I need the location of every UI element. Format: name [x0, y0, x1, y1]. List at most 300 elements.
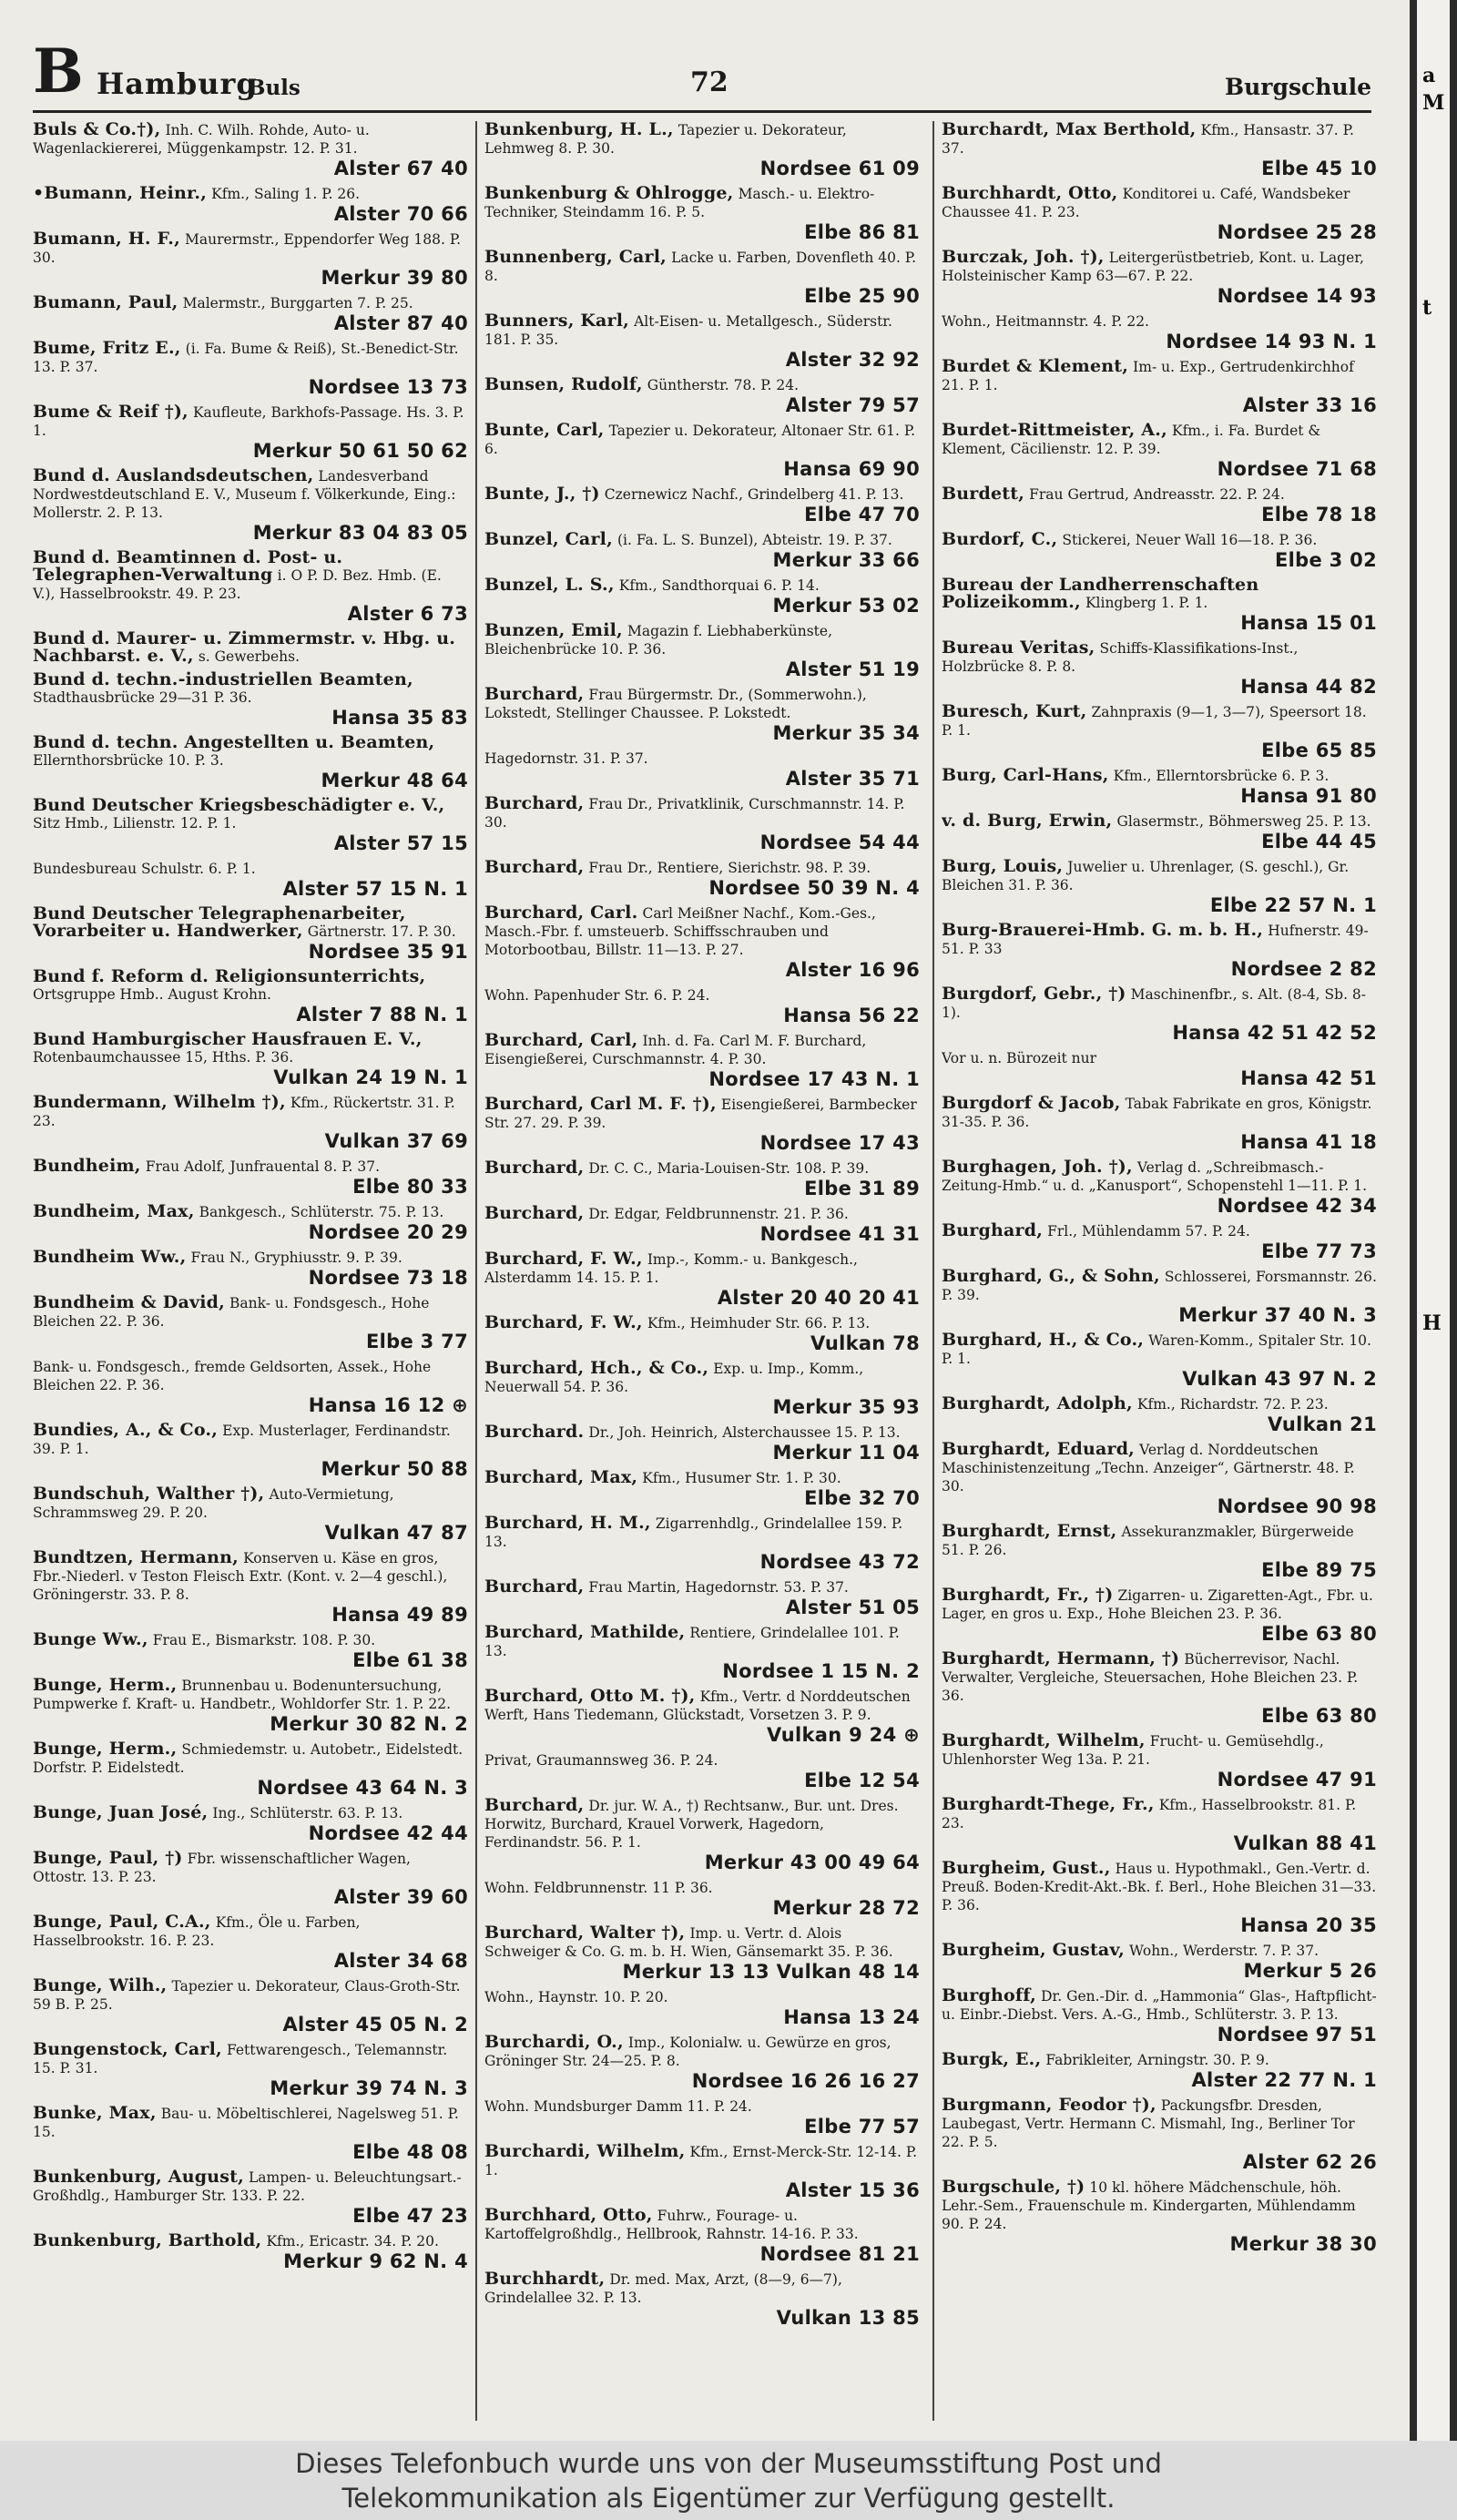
entry-details: Carl Meißner Nachf., Kom.-Ges., Masch.-Fbr. f. umsteuerb. Schiffsschrauben und Motorbootbau, Billstr. 11—13. P. 27.: [484, 905, 876, 958]
directory-column-2: [484, 121, 920, 2425]
directory-entry: [484, 485, 920, 525]
entry-name: Bunge Ww.,: [33, 1629, 148, 1649]
entry-details: Haus u. Hypothmakl., Gen.-Vertr. d. Preuß. Boden-Kredit-Akt.-Bk. f. Berl., Hohe Bleichen 31—33. P. 36.: [942, 1861, 1377, 1913]
entry-name: Burdet & Klement,: [942, 356, 1129, 376]
entry-details: Konserven u. Käse en gros, Fbr.-Niederl. v Teston Fleisch Extr. (Kont. v. 2—4 geschl.), Gröningerstr. 33. P. 8.: [33, 1550, 448, 1603]
directory-entry: [484, 1205, 920, 1245]
directory-entry: [33, 1850, 468, 1908]
entry-details: Ing., Schlüterstr. 63. P. 13.: [212, 1805, 403, 1821]
directory-entry: [484, 422, 920, 480]
entry-name: Burchhardt,: [484, 2269, 606, 2289]
directory-entry: [942, 1441, 1377, 1517]
entry-name: Bume, Fritz E.,: [33, 338, 181, 358]
entry-phone: Elbe 3 77: [366, 1331, 468, 1352]
entry-phone: Merkur 53 02: [772, 595, 920, 617]
entry-phone: Hansa 42 51: [1240, 1067, 1377, 1089]
entry-name: Bund d. Maurer- u. Zimmermstr. v. Hbg. u. Nachbarst. e. V.,: [33, 628, 456, 666]
entry-details: Kfm., Ernst-Merck-Str. 12-14. P. 1.: [484, 2144, 918, 2178]
entry-phone: Nordsee 97 51: [1217, 2024, 1377, 2046]
directory-entry: [33, 549, 468, 625]
directory-entry: [33, 1677, 468, 1735]
entry-phone: Alster 51 05: [785, 1597, 920, 1618]
entry-details: Lampen- u. Beleuchtungsart.-Großhdlg., Hamburger Str. 133. P. 22.: [33, 2169, 462, 2204]
entry-details: Wohn. Feldbrunnenstr. 11 P. 36.: [484, 1880, 713, 1896]
footer-notice: [0, 2441, 1457, 2520]
directory-entry: [33, 1485, 468, 1544]
directory-entry: [942, 1987, 1377, 2046]
entry-phone: Alster 51 19: [785, 658, 920, 680]
entry-name: Bunzel, L. S.,: [484, 575, 615, 595]
entry-phone: Alster 79 57: [785, 394, 920, 416]
entry-phone: Vulkan 88 41: [1233, 1832, 1377, 1854]
directory-entry: [484, 1423, 920, 1464]
entry-name: Burchhardt, Otto,: [942, 183, 1118, 203]
directory-entry: [33, 185, 468, 225]
entry-name: Burchard,: [484, 1158, 585, 1178]
entry-name: Bundschuh, Walther †),: [33, 1484, 265, 1504]
entry-name: Bunkenburg & Ohlrogge,: [484, 183, 734, 203]
directory-entry: [942, 2097, 1377, 2173]
directory-entry: [33, 1031, 468, 1088]
entry-name: Burgmann, Feodor †),: [942, 2095, 1156, 2115]
entry-phone: Hansa 13 24: [783, 2006, 920, 2028]
entry-details: Dr. Edgar, Feldbrunnenstr. 21. P. 36.: [588, 1206, 849, 1222]
entry-phone: Merkur 37 40 N. 3: [1178, 1304, 1377, 1326]
entry-details: Imp., Kolonialw. u. Gewürze en gros, Gröninger Str. 24—25. P. 8.: [484, 2035, 892, 2069]
entry-name: Burdorf, C.,: [942, 529, 1058, 549]
directory-entry: [484, 1314, 920, 1354]
entry-phone: Alster 33 16: [1242, 394, 1377, 416]
entry-details: Exp. u. Imp., Komm., Neuerwall 54. P. 36.: [484, 1361, 864, 1395]
entry-phone: Alster 16 96: [785, 959, 920, 981]
entry-name: Burdet-Rittmeister, A.,: [942, 420, 1167, 440]
directory-entry: [484, 2270, 920, 2329]
entry-phone: Merkur 38 30: [1229, 2233, 1377, 2255]
entry-phone: Nordsee 13 73: [308, 376, 468, 398]
entry-name: Bund f. Reform d. Religionsunterrichts,: [33, 966, 426, 986]
entry-details: Packungsfbr. Dresden, Laubegast, Vertr. Hermann C. Mismahl, Ing., Berliner Tor 22. P. 5.: [942, 2097, 1355, 2150]
entry-details: Landesverband Nordwestdeutschland E. V., Museum f. Völkerkunde, Eing.: Mollerstr. 2. P. 13.: [33, 468, 456, 521]
directory-entry: [942, 1650, 1377, 1727]
directory-entry: [942, 922, 1377, 980]
entry-details: Eisengießerei, Barmbecker Str. 27. 29. P. 39.: [484, 1097, 917, 1131]
directory-entry: [484, 904, 920, 981]
entry-details: Auto-Vermietung, Schrammsweg 29. P. 20.: [33, 1486, 394, 1521]
entry-phone: Alster 7 88 N. 1: [296, 1004, 468, 1025]
entry-name: Bunge, Herm.,: [33, 1739, 178, 1759]
entry-phone: Merkur 50 61 50 62: [252, 440, 468, 462]
entry-phone: Merkur 13 13 Vulkan 48 14: [622, 1961, 920, 1983]
directory-entry: [484, 249, 920, 307]
directory-entry: [33, 1422, 468, 1480]
entry-phone: Alster 70 66: [333, 203, 468, 225]
entry-details: Dr. med. Max, Arzt, (8—9, 6—7), Grindelallee 32. P. 13.: [484, 2271, 842, 2306]
entry-phone: Hansa 20 35: [1240, 1914, 1377, 1936]
entry-phone: Alster 57 15: [333, 832, 468, 854]
entry-phone: Nordsee 14 93 N. 1: [1166, 331, 1377, 352]
entry-name: Bunners, Karl,: [484, 311, 629, 331]
directory-entry: [484, 1250, 920, 1309]
directory-entry: [942, 121, 1377, 179]
entry-details: Brunnenbau u. Bodenuntersuchung, Pumpwerke f. Kraft- u. Handbetr., Wohldorfer Str. 1. P. 22.: [33, 1678, 452, 1712]
entry-name: Burghagen, Joh. †),: [942, 1157, 1133, 1177]
entry-details: Frau Adolf, Junfrauental 8. P. 37.: [145, 1158, 381, 1175]
entry-details: Kfm., Sandthorquai 6. P. 14.: [618, 577, 820, 594]
entry-details: Waren-Komm., Spitaler Str. 10. P. 1.: [942, 1332, 1371, 1367]
directory-entry: [942, 312, 1377, 352]
entry-name: Burghardt, Fr., †): [942, 1585, 1114, 1605]
directory-entry: [484, 2097, 920, 2137]
entry-details: Privat, Graumannsweg 36. P. 24.: [484, 1752, 718, 1769]
entry-name: Burchard,: [484, 684, 585, 704]
entry-name: Burchard, Hch., & Co.,: [484, 1358, 709, 1378]
directory-entry: [484, 376, 920, 416]
entry-details: Vor u. n. Bürozeit nur: [942, 1050, 1097, 1066]
entry-name: Bunzel, Carl,: [484, 529, 613, 549]
entry-name: Burghardt, Ernst,: [942, 1521, 1117, 1541]
entry-phone: Vulkan 13 85: [776, 2307, 920, 2329]
entry-name: Burdett,: [942, 484, 1025, 504]
entry-name: Burchard,: [484, 793, 585, 813]
entry-name: Burgdorf & Jacob,: [942, 1093, 1121, 1113]
entry-details: Imp.-, Komm.- u. Bankgesch., Alsterdamm 14. 15. P. 1.: [484, 1251, 858, 1286]
entry-name: Burchard,: [484, 1795, 585, 1815]
entry-name: Burchard, Otto M. †),: [484, 1686, 696, 1706]
directory-entry: [942, 358, 1377, 416]
directory-entry: [942, 639, 1377, 698]
entry-name: Burg, Carl-Hans,: [942, 765, 1109, 785]
directory-entry: [942, 185, 1377, 243]
directory-entry: [484, 622, 920, 680]
entry-name: Burghoff,: [942, 1985, 1036, 2005]
entry-phone: Vulkan 43 97 N. 2: [1182, 1368, 1377, 1390]
entry-details: (i. Fa. Bume & Reiß), St.-Benedict-Str. 13. P. 37.: [33, 341, 459, 375]
directory-entry: [484, 1578, 920, 1618]
entry-name: Bunzen, Emil,: [484, 620, 623, 640]
entry-details: Hufnerstr. 49-51. P. 33: [942, 923, 1369, 957]
directory-entry: [484, 185, 920, 243]
entry-name: Burchhard, Otto,: [484, 2205, 653, 2225]
entry-phone: Elbe 48 08: [352, 2141, 468, 2163]
entry-phone: Vulkan 24 19 N. 1: [273, 1066, 468, 1088]
entry-phone: Elbe 80 33: [352, 1176, 468, 1198]
directory-entry: [942, 1331, 1377, 1390]
directory-entry: [942, 422, 1377, 480]
entry-phone: Nordsee 41 31: [759, 1223, 920, 1245]
directory-entry: [484, 686, 920, 744]
entry-phone: Nordsee 81 21: [759, 2243, 920, 2265]
entry-details: Dr., Joh. Heinrich, Alsterchaussee 15. P. 13.: [588, 1424, 901, 1441]
entry-phone: Nordsee 42 44: [308, 1822, 468, 1844]
entry-phone: Nordsee 73 18: [308, 1267, 468, 1289]
entry-phone: Alster 34 68: [333, 1950, 468, 1972]
directory-entry: [33, 1158, 468, 1198]
entry-phone: Merkur 9 62 N. 4: [283, 2250, 468, 2272]
directory-entry: [33, 467, 468, 544]
entry-phone: Elbe 12 54: [804, 1770, 920, 1791]
entry-details: Verlag d. „Schreibmasch.-Zeitung-Hmb.“ u. d. „Kanusport“, Schopenstehl 1—11. P. 1.: [942, 1159, 1368, 1194]
entry-details: Fuhrw., Fourage- u. Kartoffelgroßhdlg., Hellbrook, Rahnstr. 14-16. P. 33.: [484, 2208, 859, 2242]
entry-phone: Merkur 39 80: [321, 267, 468, 289]
directory-entry: [33, 860, 468, 900]
entry-name: Bund Deutscher Kriegsbeschädigter e. V.,: [33, 795, 445, 815]
entry-details: Kfm., Husumer Str. 1. P. 30.: [642, 1470, 841, 1486]
page-header: [33, 36, 1371, 107]
directory-entry: [33, 2168, 468, 2227]
directory-entry: [33, 1913, 468, 1972]
entry-phone: Merkur 43 00 49 64: [704, 1852, 920, 1873]
directory-entry: [33, 2232, 468, 2272]
entry-details: Frau Dr., Rentiere, Sierichstr. 98. P. 39.: [588, 860, 871, 876]
directory-column-1: [33, 121, 468, 2425]
entry-details: Frau Martin, Hagedornstr. 53. P. 37.: [588, 1579, 849, 1596]
entry-details: Verlag d. Norddeutschen Maschinistenzeitung „Techn. Anzeiger“, Gärtnerstr. 48. P. 30.: [942, 1442, 1355, 1495]
entry-phone: Hansa 69 90: [783, 458, 920, 480]
entry-name: Burchard, Walter †),: [484, 1923, 686, 1943]
entry-name: Burchard, Carl M. F. †),: [484, 1094, 717, 1114]
edge-letter: M: [1422, 91, 1445, 115]
entry-details: s. Gewerbehs.: [198, 648, 301, 665]
entry-details: Tapezier u. Dekorateur, Altonaer Str. 61. P. 6.: [484, 423, 916, 457]
entry-name: Burgheim, Gust.,: [942, 1858, 1111, 1878]
entry-phone: Nordsee 42 34: [1217, 1195, 1377, 1217]
entry-details: Bank- u. Fondsgesch., Hohe Bleichen 22. P. 36.: [33, 1295, 430, 1330]
directory-entry: [33, 630, 468, 666]
entry-name: Burchard,: [484, 857, 585, 877]
entry-name: Bundies, A., & Co.,: [33, 1420, 219, 1440]
entry-name: Bund d. techn. Angestellten u. Beamten,: [33, 732, 435, 752]
entry-details: Imp. u. Vertr. d. Alois Schweiger & Co. G. m. b. H. Wien, Gänsemarkt 35. P. 36.: [484, 1925, 893, 1960]
edge-letter: t: [1422, 296, 1432, 320]
entry-details: Bücherrevisor, Nachl. Verwalter, Vergleiche, Steuersachen, Hohe Bleichen 23. P. 36.: [942, 1651, 1359, 1704]
entry-details: Im- u. Exp., Gertrudenkirchhof 21. P. 1.: [942, 359, 1354, 393]
entry-phone: Alster 39 60: [333, 1886, 468, 1908]
entry-name: Bureau Veritas,: [942, 638, 1095, 658]
entry-details: Kfm., i. Fa. Burdet & Klement, Cäcilienstr. 12. P. 39.: [942, 423, 1321, 457]
entry-name: Bunte, Carl,: [484, 420, 605, 440]
entry-name: Bunkenburg, August,: [33, 2167, 244, 2187]
entry-name: Bunge, Paul, †): [33, 1848, 183, 1868]
entry-details: Zigarrenhdlg., Grindelallee 159. P. 13.: [484, 1515, 903, 1550]
directory-entry: [33, 2105, 468, 2163]
entry-phone: Nordsee 1 15 N. 2: [722, 1660, 920, 1682]
entry-name: Bund Deutscher Telegraphenarbeiter, Vorarbeiter u. Handwerker,: [33, 903, 406, 941]
entry-phone: Alster 45 05 N. 2: [282, 2014, 468, 2035]
entry-name: Burchardi, O.,: [484, 2032, 624, 2052]
entry-name: Bunge, Wilh.,: [33, 1975, 168, 1995]
directory-entry: [484, 1688, 920, 1746]
section-letter: B: [33, 36, 84, 107]
entry-phone: Alster 57 15 N. 1: [282, 878, 468, 900]
entry-phone: Vulkan 9 24 ⊕: [766, 1724, 920, 1746]
entry-name: Buls & Co.†),: [33, 121, 161, 139]
next-page-edge: [1410, 0, 1457, 2441]
entry-name: Bund Hamburgischer Hausfrauen E. V.,: [33, 1029, 423, 1049]
entry-name: Burchard, Max,: [484, 1467, 638, 1487]
directory-entry: [484, 1879, 920, 1919]
directory-entry: [942, 2178, 1377, 2255]
directory-entry: [33, 1977, 468, 2035]
entry-name: Bunge, Juan José,: [33, 1802, 209, 1822]
entry-details: Güntherstr. 78. P. 24.: [647, 377, 800, 393]
entry-phone: Merkur 35 34: [772, 722, 920, 744]
entry-phone: Elbe 77 57: [804, 2116, 920, 2137]
directory-entry: [942, 531, 1377, 571]
entry-phone: Nordsee 20 29: [308, 1221, 468, 1243]
directory-entry: [942, 858, 1377, 916]
directory-entry: [484, 2143, 920, 2201]
directory-entry: [942, 1860, 1377, 1936]
entry-name: v. d. Burg, Erwin,: [942, 811, 1113, 831]
entry-phone: Elbe 32 70: [804, 1487, 920, 1509]
entry-details: Kfm., Richardstr. 72. P. 23.: [1136, 1396, 1329, 1413]
directory-entry: [942, 1158, 1377, 1217]
entry-name: Burchard, F. W.,: [484, 1249, 643, 1269]
entry-details: Maschinenfbr., s. Alt. (8-4, Sb. 8-1).: [942, 986, 1367, 1021]
directory-entry: [484, 986, 920, 1026]
header-divider: [33, 110, 1371, 113]
entry-phone: Hansa 56 22: [783, 1005, 920, 1026]
entry-details: Frl., Mühlendamm 57. P. 24.: [1047, 1223, 1250, 1240]
directory-entry: [484, 1360, 920, 1418]
directory-entry: [942, 812, 1377, 852]
entry-name: Burg, Louis,: [942, 856, 1064, 876]
entry-details: Konditorei u. Café, Wandsbeker Chaussee 41. P. 23.: [942, 186, 1350, 220]
entry-details: Bau- u. Möbeltischlerei, Nagelsweg 51. P. 15.: [33, 2106, 459, 2140]
entry-details: Frau N., Gryphiusstr. 9. P. 39.: [190, 1250, 402, 1266]
entry-name: Burchard,: [484, 1203, 585, 1223]
entry-details: Kfm., Vertr. d Norddeutschen Werft, Hans Tiedemann, Glückstadt, Vorsetzen 3. P. 9.: [484, 1689, 911, 1723]
entry-details: Juwelier u. Uhrenlager, (S. geschl.), Gr. Bleichen 31. P. 36.: [942, 859, 1350, 893]
entry-details: Kfm., Ericastr. 34. P. 20.: [266, 2233, 439, 2250]
directory-entry: [942, 2051, 1377, 2091]
entry-phone: Nordsee 14 93: [1217, 285, 1377, 307]
directory-entry: [484, 1032, 920, 1090]
entry-phone: Elbe 61 38: [352, 1649, 468, 1671]
entry-name: •Bumann, Heinr.,: [33, 183, 208, 203]
entry-details: Tapezier u. Dekorateur, Lehmweg 8. P. 30.: [484, 122, 847, 157]
directory-column-3: [942, 121, 1377, 2425]
directory-entry: [484, 1797, 920, 1873]
entry-details: Zigarren- u. Zigaretten-Agt., Fbr. u. Lager, en gros u. Exp., Hohe Bleichen 23. P. 36.: [942, 1587, 1373, 1622]
entry-details: Wohn. Mundsburger Damm 11. P. 24.: [484, 2098, 752, 2115]
directory-entry: [484, 1924, 920, 1983]
entry-name: Bunke, Max,: [33, 2103, 157, 2123]
entry-details: Bundesbureau Schulstr. 6. P. 1.: [33, 861, 256, 877]
entry-phone: Nordsee 35 91: [308, 941, 468, 963]
entry-details: Inh. d. Fa. Carl M. F. Burchard, Eisengießerei, Curschmannstr. 4. P. 30.: [484, 1033, 867, 1067]
entry-name: Burghardt-Thege, Fr.,: [942, 1794, 1155, 1814]
entry-details: Dr. C. C., Maria-Louisen-Str. 108. P. 39.: [588, 1160, 870, 1177]
entry-phone: Vulkan 37 69: [324, 1130, 468, 1152]
entry-phone: Elbe 89 75: [1261, 1559, 1377, 1581]
directory-entry: [33, 340, 468, 398]
entry-phone: Elbe 77 73: [1261, 1240, 1377, 1262]
entry-phone: Nordsee 17 43: [759, 1132, 920, 1154]
entry-phone: Elbe 44 45: [1261, 831, 1377, 852]
entry-details: Kfm., Saling 1. P. 26.: [211, 186, 361, 202]
entry-name: Bunkenburg, H. L.,: [484, 121, 674, 139]
entry-phone: Alster 15 36: [785, 2179, 920, 2201]
entry-phone: Nordsee 71 68: [1217, 458, 1377, 480]
directory-entry: [484, 2034, 920, 2092]
entry-details: i. O P. D. Bez. Hmb. (E. V.), Hasselbrookstr. 49. P. 23.: [33, 567, 442, 602]
directory-entry: [484, 312, 920, 371]
entry-details: Wohn., Haynstr. 10. P. 20.: [484, 1989, 668, 2005]
entry-details: Fbr. wissenschaftlicher Wagen, Ottostr. 13. P. 23.: [33, 1851, 411, 1885]
entry-phone: Hansa 42 51 42 52: [1172, 1022, 1377, 1044]
entry-details: Rentiere, Grindelallee 101. P. 13.: [484, 1625, 900, 1659]
directory-entry: [33, 905, 468, 963]
entry-details: Kfm., Ellerntorsbrücke 6. P. 3.: [1113, 768, 1330, 784]
entry-details: Wohn. Papenhuder Str. 6. P. 24.: [484, 987, 710, 1004]
directory-entry: [33, 797, 468, 854]
entry-phone: Elbe 22 57 N. 1: [1209, 894, 1377, 916]
entry-details: Ortsgruppe Hmb.. August Krohn.: [33, 986, 271, 1003]
entry-details: (i. Fa. L. S. Bunzel), Abteistr. 19. P. 37.: [616, 532, 892, 548]
entry-name: Burghardt, Wilhelm,: [942, 1730, 1146, 1750]
entry-name: Burghard, G., & Sohn,: [942, 1266, 1160, 1286]
entry-details: Sitz Hmb., Lilienstr. 12. P. 1.: [33, 815, 237, 831]
directory-entry: [484, 2207, 920, 2265]
entry-phone: Nordsee 43 72: [759, 1551, 920, 1573]
entry-name: Burczak, Joh. †),: [942, 247, 1105, 267]
entry-name: Burchard, F. W.,: [484, 1312, 643, 1332]
footer-line-2: Telekommunikation als Eigentümer zur Verfügung gestellt.: [341, 2483, 1116, 2514]
entry-name: Burgheim, Gustav,: [942, 1940, 1125, 1960]
entry-phone: Merkur 33 66: [772, 549, 920, 571]
directory-entry: [33, 1094, 468, 1152]
entry-phone: Merkur 11 04: [772, 1442, 920, 1464]
entry-phone: Elbe 47 23: [352, 2205, 468, 2227]
entry-name: Bume & Reif †),: [33, 402, 188, 422]
entry-name: Burchardi, Wilhelm,: [484, 2141, 686, 2161]
entry-phone: Hansa 44 82: [1240, 676, 1377, 698]
directory-entry: [942, 703, 1377, 761]
footer-line-1: Dieses Telefonbuch wurde uns von der Museumsstiftung Post und: [295, 2448, 1162, 2479]
entry-name: Bunsen, Rudolf,: [484, 374, 643, 394]
entry-phone: Nordsee 25 28: [1217, 221, 1377, 243]
entry-phone: Merkur 5 26: [1243, 1960, 1377, 1982]
directory-entry: [484, 795, 920, 853]
entry-phone: Alster 87 40: [333, 312, 468, 334]
entry-details: Frau Bürgermstr. Dr., (Sommerwohn.), Lokstedt, Stellinger Chaussee. P. Lokstedt.: [484, 687, 867, 721]
entry-phone: Alster 6 73: [347, 603, 468, 625]
entry-details: Frau Dr., Privatklinik, Curschmannstr. 14. P. 30.: [484, 796, 905, 831]
entry-phone: Merkur 83 04 83 05: [252, 522, 468, 544]
edge-letter: H: [1422, 1311, 1442, 1335]
entry-name: Bundheim, Max,: [33, 1201, 195, 1221]
entry-phone: Alster 62 26: [1242, 2151, 1377, 2173]
directory-entry: [33, 1631, 468, 1671]
directory-entry: [484, 1624, 920, 1682]
entry-details: Gärtnerstr. 17. P. 30.: [307, 923, 456, 940]
directory-entry: [484, 750, 920, 790]
directory-entry: [33, 1804, 468, 1844]
entry-name: Bungenstock, Carl,: [33, 2039, 222, 2059]
entry-details: Masch.- u. Elektro-Techniker, Steindamm 16. P. 5.: [484, 186, 875, 220]
directory-entry: [942, 1395, 1377, 1435]
entry-phone: Nordsee 17 43 N. 1: [708, 1068, 920, 1090]
entry-phone: Elbe 65 85: [1261, 740, 1377, 761]
entry-name: Bumann, Paul,: [33, 292, 178, 312]
entry-details: Kfm., Öle u. Farben, Hasselbrookstr. 16. P. 23.: [33, 1914, 361, 1949]
entry-details: Fabrikleiter, Arningstr. 30. P. 9.: [1045, 2052, 1269, 2068]
directory-entry: [484, 1751, 920, 1791]
entry-details: Frau E., Bismarkstr. 108. P. 30.: [152, 1632, 376, 1648]
entry-name: Bundheim Ww.,: [33, 1247, 187, 1267]
directory-entry: [33, 294, 468, 334]
